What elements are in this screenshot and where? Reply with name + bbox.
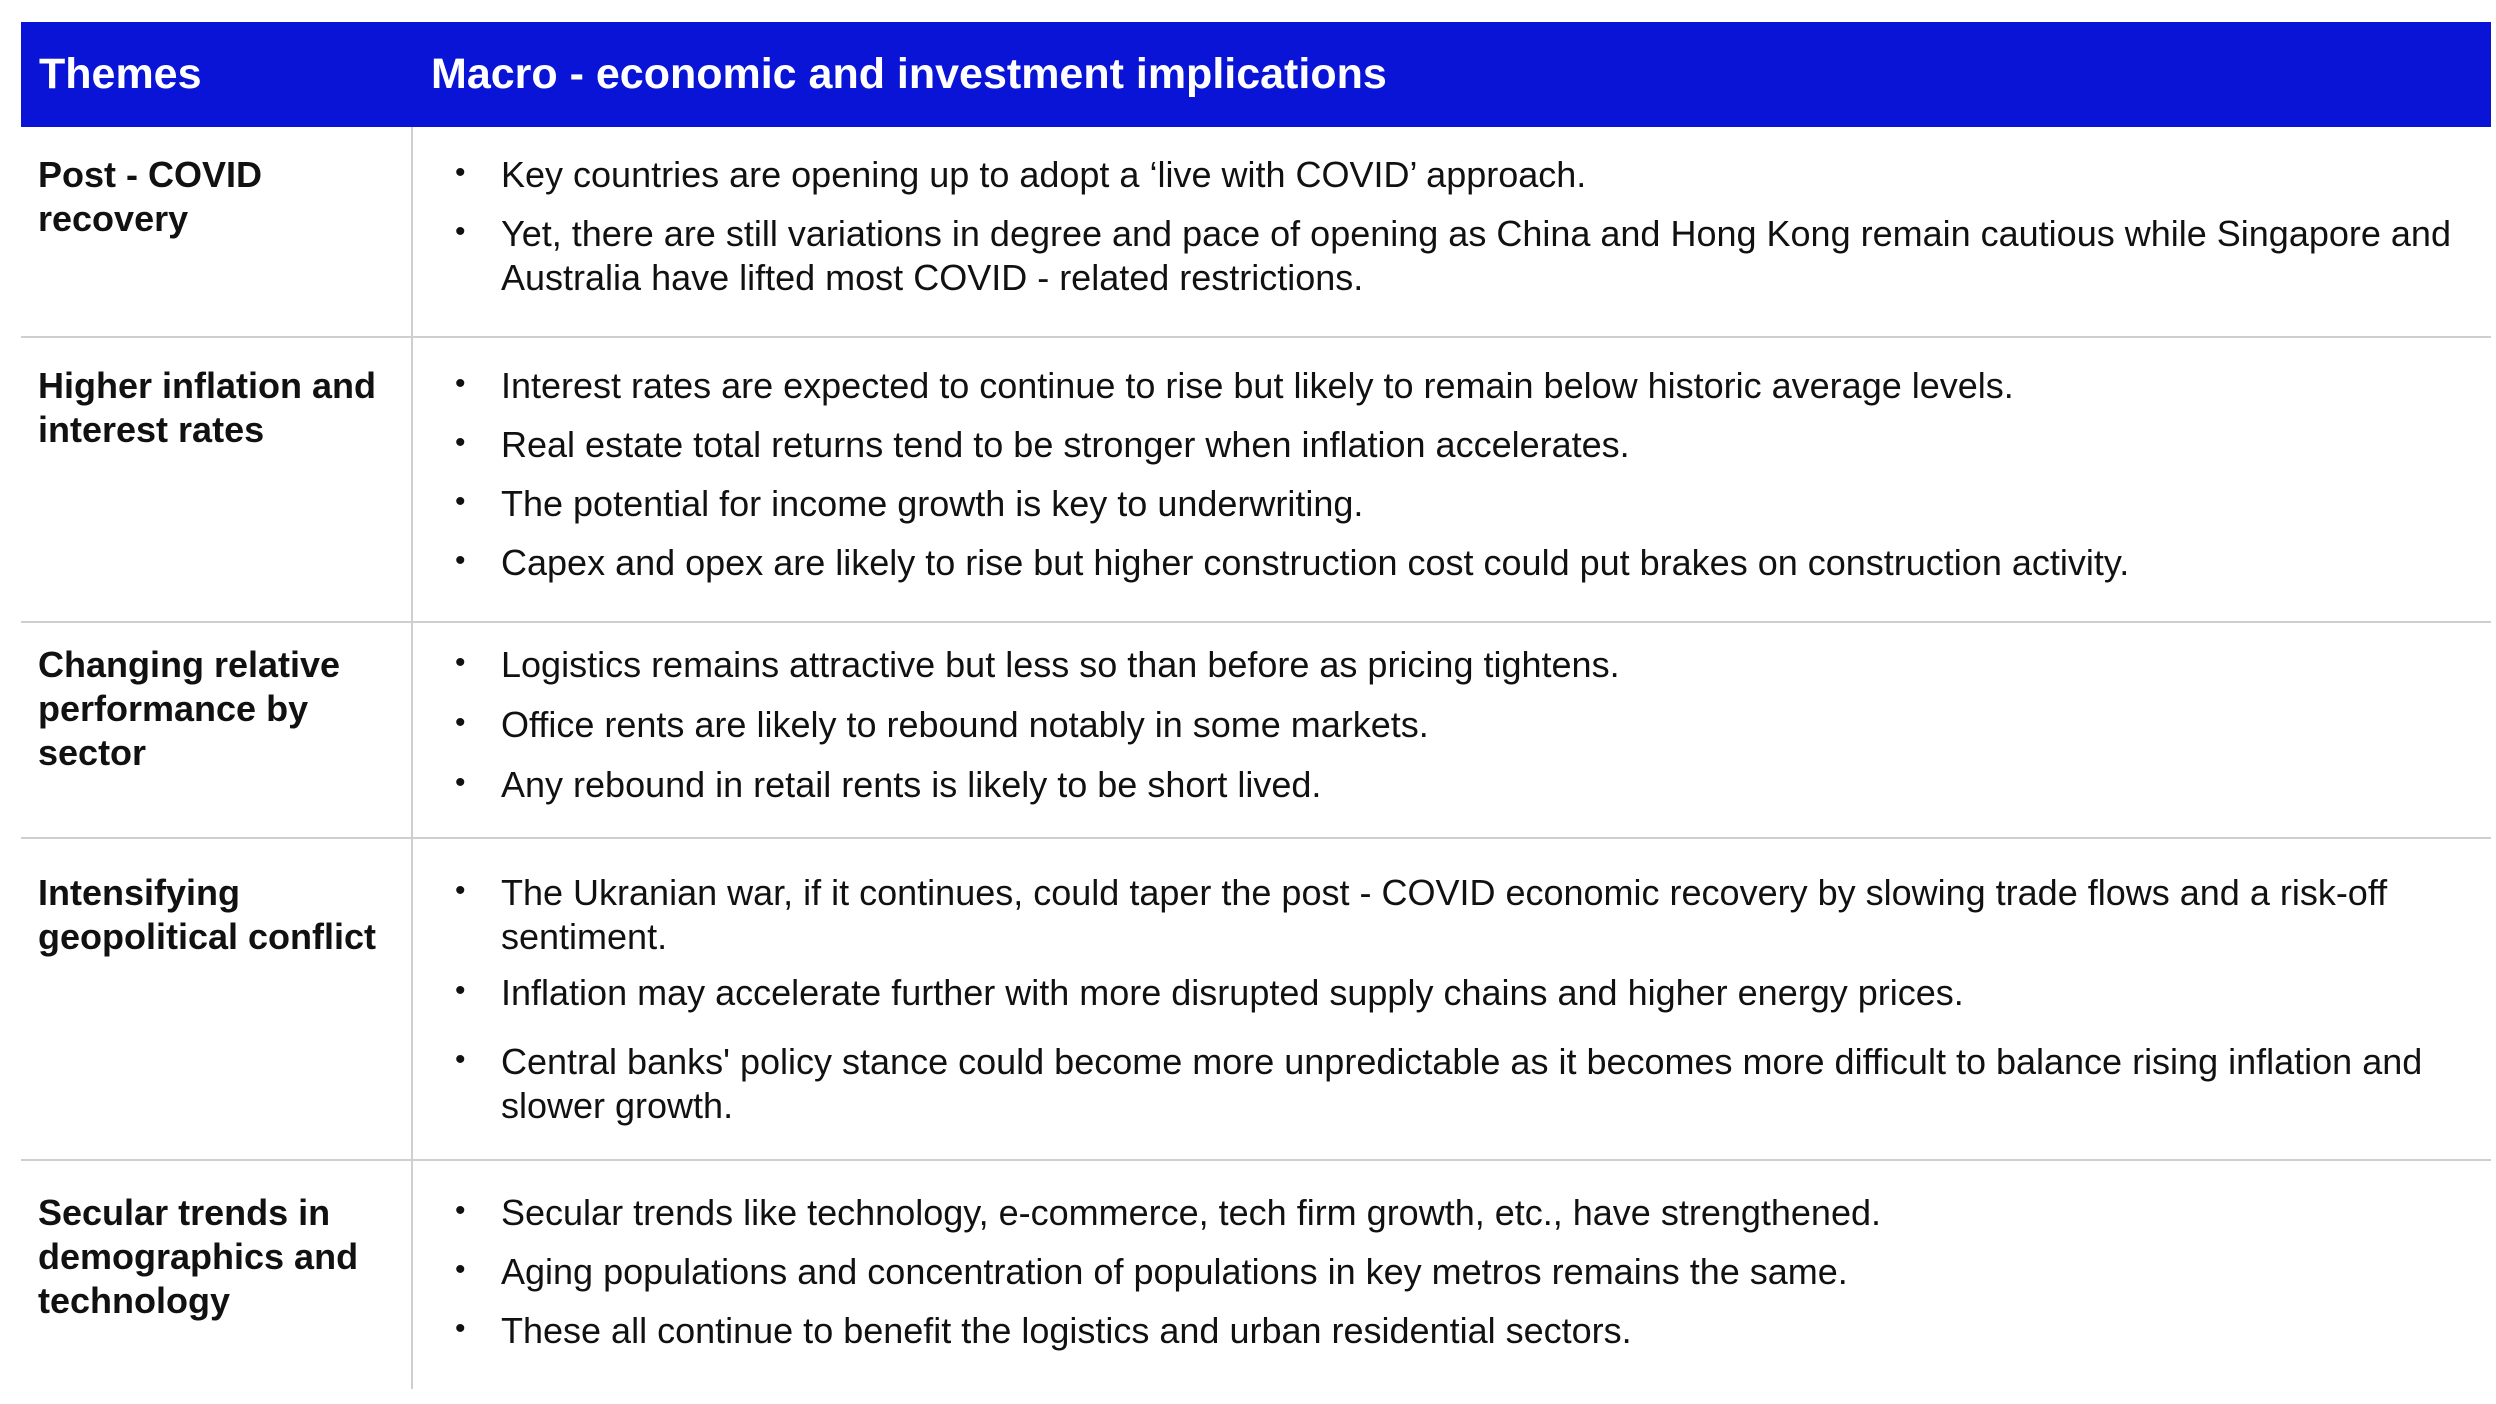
bullet-icon: • <box>455 874 466 907</box>
bullet-text: These all continue to benefit the logistics and urban residential sectors. <box>501 1310 1632 1351</box>
bullet-text: Logistics remains attractive but less so than before as pricing tightens. <box>501 644 1620 685</box>
implications-cell <box>413 1161 2491 1389</box>
table-header <box>21 22 2491 127</box>
bullet-text: Real estate total returns tend to be stronger when inflation accelerates. <box>501 424 1630 465</box>
bullet-icon: • <box>455 156 466 189</box>
bullet-text: The Ukranian war, if it continues, could taper the post - COVID economic recovery by slowing trade flows and a risk-off sentiment. <box>501 872 2388 957</box>
bullet-text: Yet, there are still variations in degree and pace of opening as China and Hong Kong remain cautious while Singapore and Australia have lifted most COVID - related restrictions. <box>501 213 2451 298</box>
bullet-item <box>431 1191 2491 1235</box>
bullet-list <box>431 364 2491 585</box>
bullet-icon: • <box>455 1253 466 1286</box>
implications-cell <box>413 338 2491 621</box>
bullet-list <box>431 153 2491 300</box>
table-row <box>21 623 2491 839</box>
bullet-item <box>431 871 2491 959</box>
bullet-icon: • <box>455 544 466 577</box>
implications-cell <box>413 839 2491 1159</box>
theme-cell: Changing relative performance by sector <box>21 623 413 837</box>
implications-column-header: Macro - economic and investment implications <box>431 50 1387 98</box>
bullet-item <box>431 643 2491 687</box>
implications-cell <box>413 127 2491 336</box>
theme-cell: Higher inflation and interest rates <box>21 338 413 621</box>
bullet-item <box>431 541 2491 585</box>
bullet-text: Any rebound in retail rents is likely to be short lived. <box>501 764 1322 805</box>
bullet-item <box>431 212 2491 300</box>
themes-table <box>21 22 2491 1389</box>
bullet-icon: • <box>455 766 466 799</box>
bullet-icon: • <box>455 974 466 1007</box>
bullet-text: Aging populations and concentration of populations in key metros remains the same. <box>501 1251 1848 1292</box>
bullet-icon: • <box>455 367 466 400</box>
bullet-item <box>431 364 2491 408</box>
table-row <box>21 1161 2491 1389</box>
bullet-text: Interest rates are expected to continue to rise but likely to remain below historic average levels. <box>501 365 2014 406</box>
themes-column-header: Themes <box>39 50 202 98</box>
theme-cell: Post - COVID recovery <box>21 127 413 336</box>
bullet-item <box>431 153 2491 197</box>
bullet-text: Office rents are likely to rebound notably in some markets. <box>501 704 1429 745</box>
bullet-icon: • <box>455 215 466 248</box>
bullet-item <box>431 1250 2491 1294</box>
bullet-icon: • <box>455 1194 466 1227</box>
bullet-list <box>431 643 2491 807</box>
bullet-item <box>431 763 2491 807</box>
bullet-text: The potential for income growth is key to underwriting. <box>501 483 1364 524</box>
bullet-item <box>431 1040 2491 1128</box>
bullet-text: Key countries are opening up to adopt a ‘live with COVID’ approach. <box>501 154 1587 195</box>
bullet-text: Inflation may accelerate further with more disrupted supply chains and higher energy prices. <box>501 972 1964 1013</box>
bullet-text: Central banks' policy stance could become more unpredictable as it becomes more difficult to balance rising inflation and slower growth. <box>501 1041 2423 1126</box>
bullet-text: Secular trends like technology, e-commerce, tech firm growth, etc., have strengthened. <box>501 1192 1881 1233</box>
theme-cell: Intensifying geopolitical conflict <box>21 839 413 1159</box>
bullet-item <box>431 423 2491 467</box>
bullet-item <box>431 971 2491 1015</box>
bullet-item <box>431 1309 2491 1353</box>
implications-cell <box>413 623 2491 837</box>
bullet-icon: • <box>455 1312 466 1345</box>
bullet-icon: • <box>455 646 466 679</box>
bullet-icon: • <box>455 706 466 739</box>
bullet-icon: • <box>455 426 466 459</box>
theme-cell: Secular trends in demographics and technology <box>21 1161 413 1389</box>
bullet-icon: • <box>455 1043 466 1076</box>
bullet-item <box>431 703 2491 747</box>
bullet-icon: • <box>455 485 466 518</box>
bullet-item <box>431 482 2491 526</box>
bullet-text: Capex and opex are likely to rise but higher construction cost could put brakes on construction activity. <box>501 542 2130 583</box>
table-row <box>21 839 2491 1161</box>
bullet-list <box>431 871 2491 1128</box>
table-row <box>21 338 2491 623</box>
bullet-list <box>431 1191 2491 1353</box>
table-row <box>21 127 2491 338</box>
